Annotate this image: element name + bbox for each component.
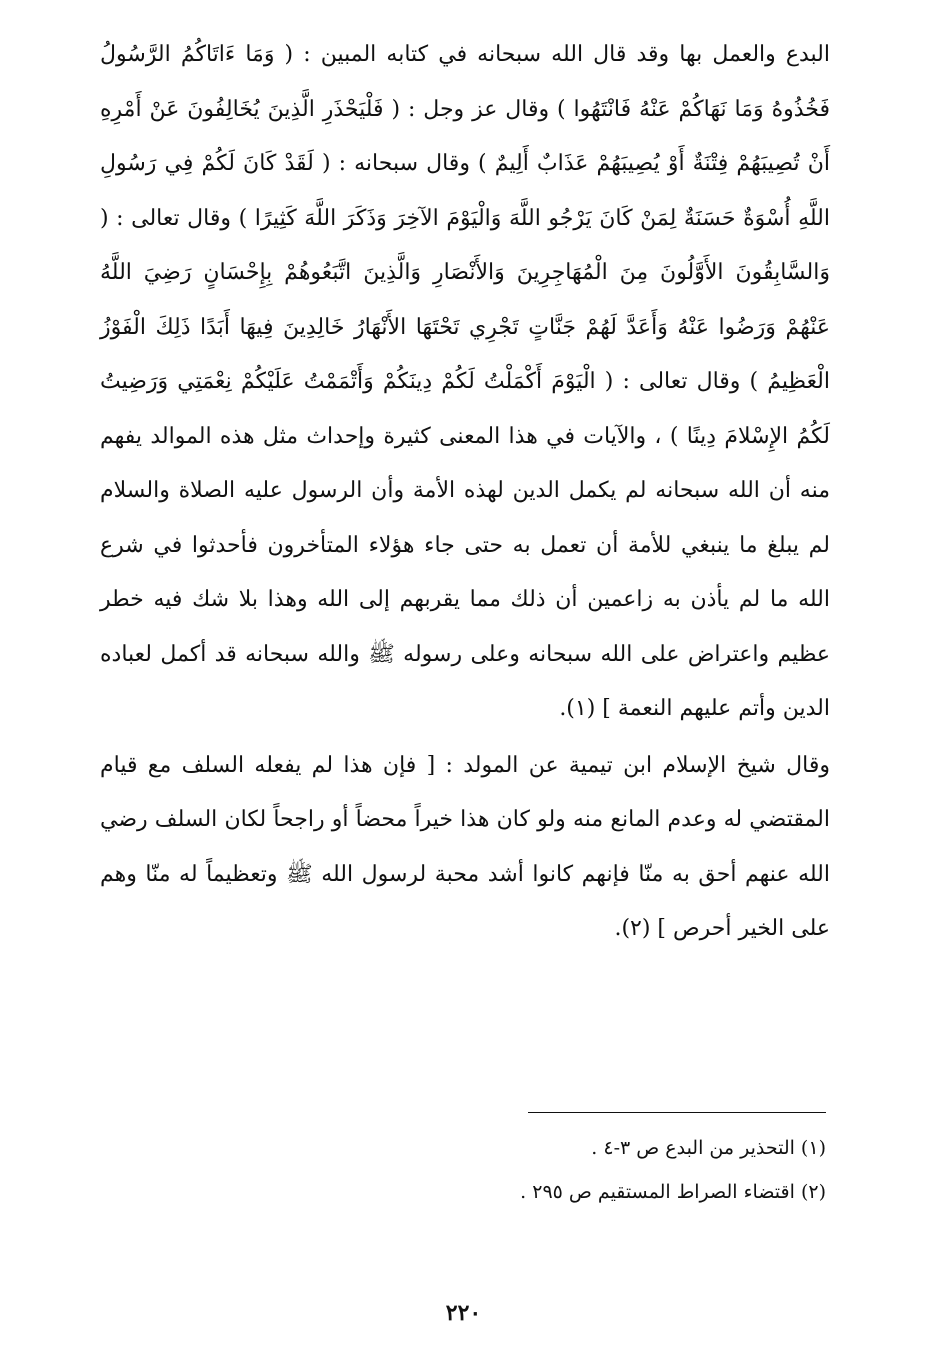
footnotes: [300, 1126, 826, 1214]
main-text: [100, 28, 830, 957]
footnote-1: (١) التحذير من البدع ص ٣-٤ .: [591, 1137, 826, 1159]
paragraph-2: وقال شيخ الإسلام ابن تيمية عن المولد : [ فإن هذا لم يفعله السلف مع قيام المقتضي له وعدم المانع منه ولو كان هذا خيراً محضاً أو راجحاً لكان السلف رضي الله عنهم أحق به منّا فإنهم كانوا أشد محبة لرسول الله ﷺ وتعظيماً له منّا وهم على الخير أحرص ] (٢).: [100, 752, 830, 941]
footnote-divider: [528, 1112, 826, 1113]
footnote-2: (٢) اقتضاء الصراط المستقيم ص ٢٩٥ .: [520, 1181, 826, 1203]
page-number: ٢٢٠: [445, 1300, 482, 1326]
paragraph-1: البدع والعمل بها وقد قال الله سبحانه في كتابه المبين : ( وَمَا ءَاتَاكُمُ الرَّسُولُ فَخُذُوهُ وَمَا نَهَاكُمْ عَنْهُ فَانْتَهُوا ) وقال عز وجل : ( فَلْيَحْذَرِ الَّذِينَ يُخَالِفُونَ عَنْ أَمْرِهِ أَنْ تُصِيبَهُمْ فِتْنَةٌ أَوْ يُصِيبَهُمْ عَذَابٌ أَلِيمٌ ) وقال سبحانه : ( لَقَدْ كَانَ لَكُمْ فِي رَسُولِ اللَّهِ أُسْوَةٌ حَسَنَةٌ لِمَنْ كَانَ يَرْجُو اللَّهَ وَالْيَوْمَ الآخِرَ وَذَكَرَ اللَّهَ كَثِيرًا ) وقال تعالى : ( وَالسَّابِقُونَ الأَوَّلُونَ مِنَ الْمُهَاجِرِينَ وَالأَنْصَارِ وَالَّذِينَ اتَّبَعُوهُمْ بِإِحْسَانٍ رَضِيَ اللَّهُ عَنْهُمْ وَرَضُوا عَنْهُ وَأَعَدَّ لَهُمْ جَنَّاتٍ تَجْرِي تَحْتَهَا الأَنْهَارُ خَالِدِينَ فِيهَا أَبَدًا ذَلِكَ الْفَوْزُ الْعَظِيمُ ) وقال تعالى : ( الْيَوْمَ أَكْمَلْتُ لَكُمْ دِينَكُمْ وَأَتْمَمْتُ عَلَيْكُمْ نِعْمَتِي وَرَضِيتُ لَكُمُ الإِسْلامَ دِينًا ) ، والآيات في هذا المعنى كثيرة وإحداث مثل هذه الموالد يفهم منه أن الله سبحانه لم يكمل الدين لهذه الأمة وأن الرسول عليه الصلاة والسلام لم يبلغ ما ينبغي للأمة أن تعمل به حتى جاء هؤلاء المتأخرون فأحدثوا في شرع الله ما لم يأذن به زاعمين أن ذلك مما يقربهم إلى الله وهذا بلا شك فيه خطر عظيم واعتراض على الله سبحانه وعلى رسوله ﷺ والله سبحانه قد أكمل لعباده الدين وأتم عليهم النعمة ] (١).: [100, 42, 830, 721]
